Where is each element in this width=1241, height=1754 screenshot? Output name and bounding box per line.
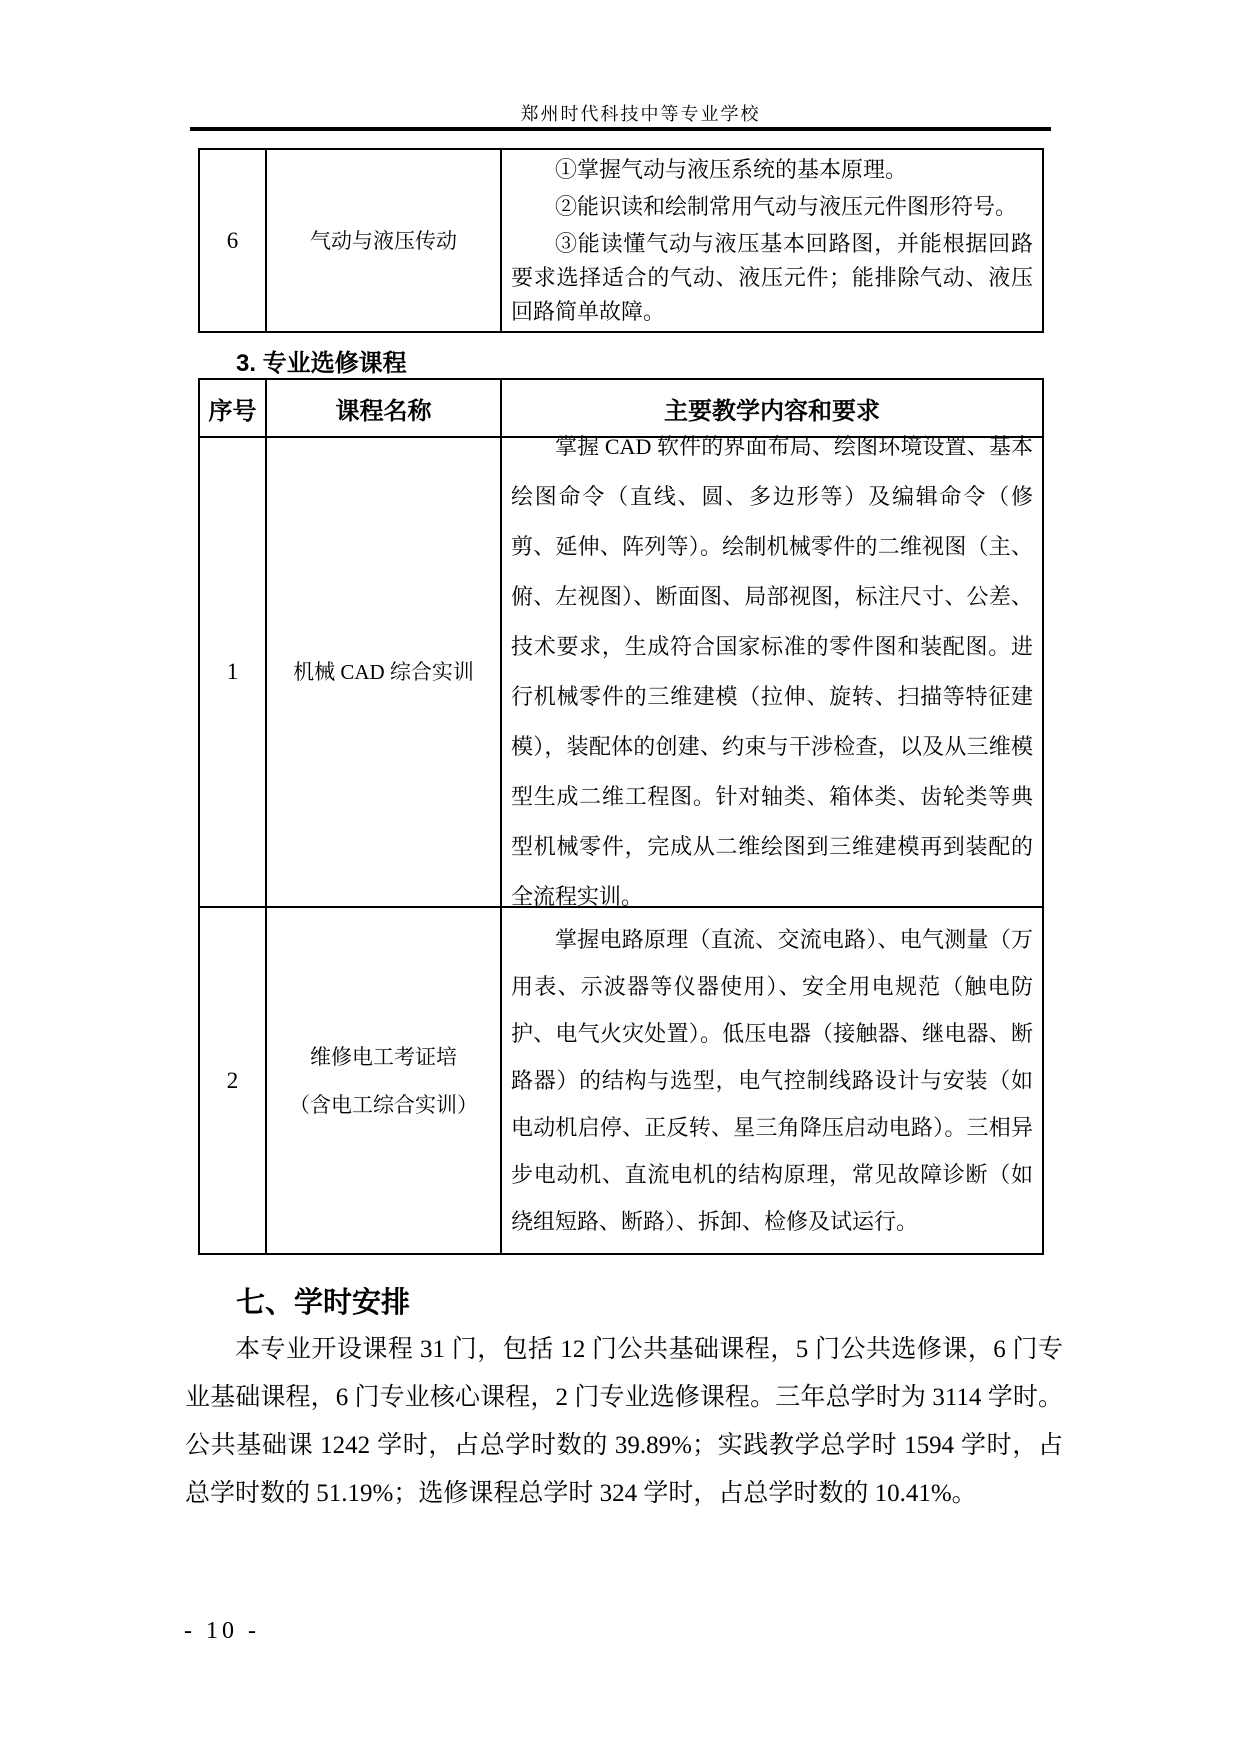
seq-cell: 2 [226,1067,239,1093]
header-cell-course-name: 课程名称 [265,380,502,436]
header-cell-seq: 序号 [208,398,257,425]
table-row-2 [200,908,1042,1253]
header-rule [190,127,1051,131]
course-name-line: 维修电工考证培 [310,1044,457,1069]
table-row-1 [200,434,1042,909]
course-content-cell [502,908,1042,1253]
table-row-6 [200,150,1042,331]
content-paragraph: ③能读懂气动与液压基本回路图，并能根据回路要求选择适合的气动、液压元件；能排除气动、液压回路简单故障。 [511,230,1033,324]
course-name-cell: 气动与液压传动 [265,150,502,331]
content-paragraph: 掌握 CAD 软件的界面布局、绘图环境设置、基本绘图命令（直线、圆、多边形等）及编辑命令（修剪、延伸、阵列等）。绘制机械零件的二维视图（主、俯、左视图）、断面图、局部视图，标注尺寸、公差、技术要求，生成符合国家标准的零件图和装配图。进行机械零件的三维建模（拉伸、旋转、扫描等特征建模），装配体的创建、约束与干涉检查，以及从三维模型生成二维工程图。针对轴类、箱体类、齿轮类等典型机械零件，完成从二维绘图到三维建模再到装配的全流程实训。 [511,434,1033,909]
core-course-table-continuation [198,148,1044,333]
content-paragraph: ②能识读和绘制常用气动与液压元件图形符号。 [555,193,1018,219]
elective-courses-table [198,378,1044,1255]
page-number: - 10 - [184,1618,260,1644]
section-heading-class-hours: 七、学时安排 [236,1287,411,1319]
seq-cell: 6 [226,227,239,253]
course-content-cell [502,434,1042,909]
course-name-cell [265,908,502,1253]
class-hours-paragraph: 本专业开设课程 31 门，包括 12 门公共基础课程，5 门公共选修课，6 门专业基础课程，6 门专业核心课程，2 门专业选修课程。三年总学时为 3114 学时。公共基础课 1242 学时，占总学时数的 39.89%；实践教学总学时 1594 学时，占总学时数的 51.19%；选修课程总学时 324 学时，占总学时数的 10.41%。 [185,1336,1063,1507]
course-name-cell: 机械 CAD 综合实训 [265,438,502,906]
header-cell-content: 主要教学内容和要求 [664,398,880,425]
course-content-cell [502,150,1042,331]
section-heading-elective-courses: 3. 专业选修课程 [236,350,407,377]
content-paragraph: 掌握电路原理（直流、交流电路）、电气测量（万用表、示波器等仪器使用）、安全用电规范（触电防护、电气火灾处置）。低压电器（接触器、继电器、断路器）的结构与选型，电气控制线路设计与安装（如电动机启停、正反转、星三角降压启动电路）。三相异步电动机、直流电机的结构原理，常见故障诊断（如绕组短路、断路）、拆卸、检修及试运行。 [511,927,1033,1234]
course-name-line: （含电工综合实训） [289,1092,478,1117]
content-paragraph: ①掌握气动与液压系统的基本原理。 [555,156,908,182]
seq-cell: 1 [226,659,239,684]
page-header-school-name: 郑州时代科技中等专业学校 [520,104,761,124]
